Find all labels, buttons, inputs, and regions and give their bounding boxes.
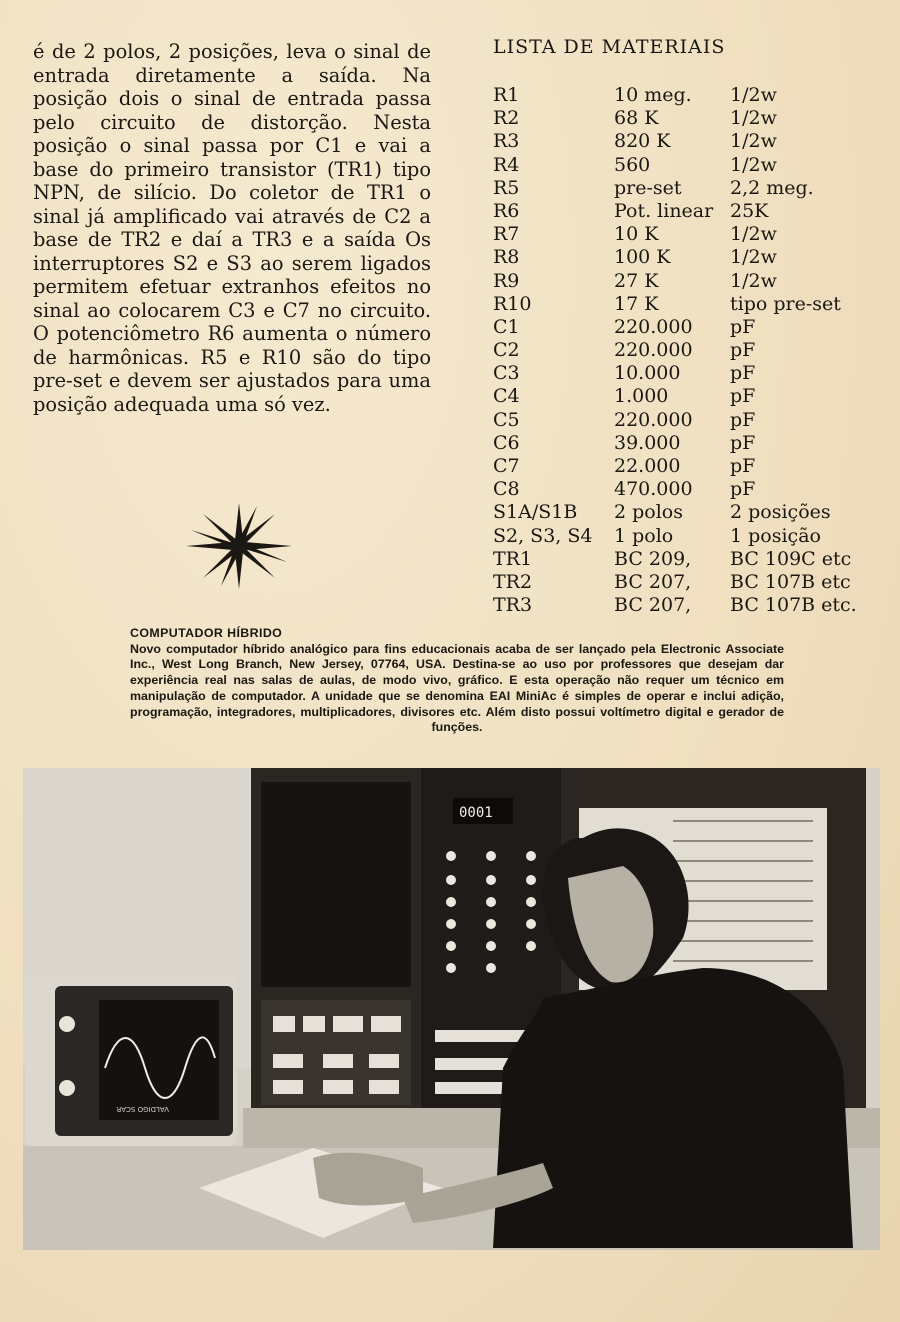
material-spec: 1/2w	[730, 269, 777, 292]
material-row	[493, 270, 893, 293]
caption-body: Novo computador híbrido analógico para fins educacionais acaba de ser lançado pela Electronic Associate Inc., West Long Branch, New Jersey, 07764, USA. Destina-se ao uso por professores que desejam dar experiência real nas salas de aulas, de modo vivo, gráfico. E esta operação não requer um técnico em manipulação de computador. A unidade que se denomina EAI MiniAc é simples de operar e inclui adição, programação, integradores, multiplicadores, divisores etc. Além disto possui voltímetro digital e gerador de funções.	[130, 641, 784, 735]
material-id: S2, S3, S4	[493, 524, 593, 547]
material-row	[493, 455, 893, 478]
material-id: R3	[493, 130, 520, 153]
material-row	[493, 200, 893, 223]
material-row	[493, 548, 893, 571]
material-value: 560	[614, 153, 651, 176]
material-id: R1	[493, 84, 520, 106]
material-value: Pot. linear	[614, 199, 714, 222]
material-spec: 1 posição	[730, 524, 821, 547]
computer-photo	[23, 768, 880, 1250]
material-row	[493, 432, 893, 455]
material-spec: 1/2w	[730, 130, 777, 153]
material-id: C5	[493, 408, 520, 431]
material-id: R2	[493, 107, 520, 130]
material-spec: pF	[730, 385, 756, 408]
material-row	[493, 293, 893, 316]
material-value: 220.000	[614, 339, 693, 362]
material-id: C1	[493, 315, 520, 338]
photo-caption	[130, 626, 784, 736]
material-spec: tipo pre-set	[730, 292, 841, 315]
material-spec: 1/2w	[730, 84, 777, 106]
material-row	[493, 107, 893, 130]
materials-list	[493, 84, 893, 617]
material-row	[493, 594, 893, 617]
material-value: 1 polo	[614, 524, 674, 547]
material-value: BC 207,	[614, 570, 692, 593]
material-value: 2 polos	[614, 501, 683, 524]
material-value: 22.000	[614, 455, 681, 477]
materials-title: LISTA DE MATERIAIS	[493, 36, 726, 58]
material-spec: BC 109C etc	[730, 547, 852, 570]
material-spec: BC 107B etc.	[730, 594, 857, 617]
material-row	[493, 571, 893, 594]
material-value: 100 K	[614, 246, 671, 269]
material-id: TR3	[493, 594, 533, 617]
material-spec: pF	[730, 478, 756, 501]
material-id: TR2	[493, 570, 533, 593]
material-value: BC 207,	[614, 594, 692, 617]
material-spec: pF	[730, 408, 756, 431]
material-id: C2	[493, 339, 520, 362]
material-id: R8	[493, 246, 520, 269]
material-row	[493, 246, 893, 269]
material-spec: pF	[730, 315, 756, 338]
material-value: 27 K	[614, 269, 659, 292]
material-spec: pF	[730, 455, 756, 477]
material-value: 10 meg.	[614, 84, 692, 106]
material-row	[493, 478, 893, 501]
material-id: C6	[493, 431, 520, 454]
material-value: 10 K	[614, 223, 659, 246]
material-value: 68 K	[614, 107, 659, 130]
material-value: 820 K	[614, 130, 671, 153]
material-row	[493, 362, 893, 385]
material-value: 220.000	[614, 408, 693, 431]
material-spec: 2,2 meg.	[730, 176, 814, 199]
material-spec: 1/2w	[730, 223, 777, 246]
material-id: R4	[493, 153, 520, 176]
material-spec: 1/2w	[730, 107, 777, 130]
material-spec: 25K	[730, 199, 769, 222]
material-id: C3	[493, 362, 520, 385]
material-id: S1A/S1B	[493, 501, 578, 524]
material-id: C7	[493, 455, 520, 477]
material-value: 17 K	[614, 292, 659, 315]
material-id: R5	[493, 176, 520, 199]
material-value: 1.000	[614, 385, 669, 408]
material-id: C4	[493, 385, 520, 408]
material-id: R6	[493, 199, 520, 222]
material-row	[493, 501, 893, 524]
material-id: R7	[493, 223, 520, 246]
starburst-icon	[186, 503, 292, 589]
material-row	[493, 525, 893, 548]
caption-title: COMPUTADOR HÍBRIDO	[130, 626, 283, 640]
material-spec: pF	[730, 431, 756, 454]
material-row	[493, 154, 893, 177]
material-row	[493, 223, 893, 246]
material-id: R9	[493, 269, 520, 292]
material-row	[493, 409, 893, 432]
material-spec: pF	[730, 339, 756, 362]
material-spec: 1/2w	[730, 246, 777, 269]
material-value: 39.000	[614, 431, 681, 454]
material-value: 470.000	[614, 478, 693, 501]
article-paragraph: é de 2 polos, 2 posições, leva o sinal de entrada diretamente a saída. Na posição dois o sinal de entrada passa pelo circuito de distorção. Nesta posição o sinal passa por C1 e vai a base do primeiro transistor (TR1) tipo NPN, de silício. Do coletor de TR1 o sinal já amplificado vai através de C2 a base de TR2 e daí a TR3 e a saída Os interruptores S2 e S3 ao serem ligados permitem efetuar extranhos efeitos no sinal ao colocarem C3 e C7 no circuito. O potenciômetro R6 aumenta o número de harmônicas. R5 e R10 são do tipo pre-set e devem ser ajustados para uma posição adequada uma só vez.	[33, 40, 431, 416]
material-value: pre-set	[614, 176, 682, 199]
material-row	[493, 130, 893, 153]
counter-display: 0001	[459, 805, 493, 821]
material-id: TR1	[493, 547, 533, 570]
material-row	[493, 177, 893, 200]
material-spec: pF	[730, 362, 756, 385]
material-spec: BC 107B etc	[730, 570, 851, 593]
material-id: R10	[493, 292, 532, 315]
material-row	[493, 316, 893, 339]
scope-label: VALDIGO SCAR	[116, 1105, 169, 1113]
material-spec: 1/2w	[730, 153, 777, 176]
material-value: 10.000	[614, 362, 681, 385]
material-value: 220.000	[614, 315, 693, 338]
article-text	[33, 40, 431, 416]
material-spec: 2 posições	[730, 501, 831, 524]
material-row	[493, 84, 893, 107]
material-value: BC 209,	[614, 547, 692, 570]
material-row	[493, 339, 893, 362]
material-row	[493, 385, 893, 408]
material-id: C8	[493, 478, 520, 501]
